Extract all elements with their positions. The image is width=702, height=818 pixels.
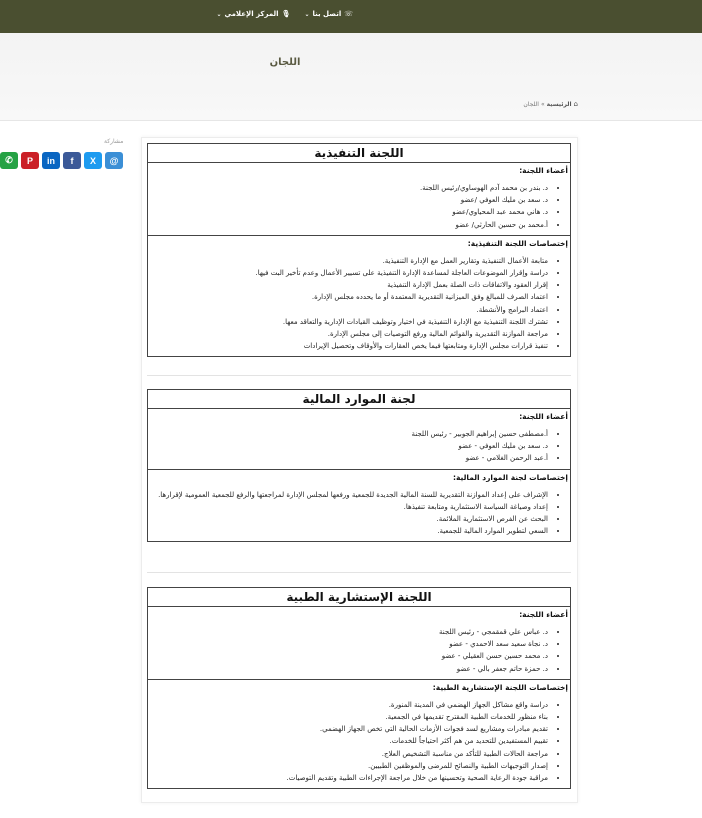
duties-list: [150, 699, 568, 784]
list-item: • د. محمد حسين حسن العقيلي - عضو: [150, 650, 548, 662]
list-item: • البحث عن الفرص الاستثمارية الملائمة.: [150, 513, 548, 525]
chevron-down-icon: ⌄: [304, 10, 310, 18]
list-item: • أ.عبد الرحمن الغلامي - عضو: [150, 452, 548, 464]
pinterest-share-button[interactable]: [21, 152, 39, 169]
list-item: • د. سعد بن مليك العوفي - عضو: [150, 440, 548, 452]
x-icon: X: [89, 155, 96, 166]
duties-list: [150, 255, 568, 353]
facebook-icon: f: [70, 155, 74, 166]
duties-section: [148, 235, 570, 357]
list-item: • د. نجاة سعيد سعد الاحمدي - عضو: [150, 638, 548, 650]
list-item: • مراجعة الموازنة التقديرية والقوائم المالية ورفع التوصيات إلى مجلس الإدارة.: [150, 328, 548, 340]
members-section: [148, 163, 570, 235]
email-share-button[interactable]: [105, 152, 123, 169]
list-item: • د. عباس علي قمقمجي - رئيس اللجنة: [150, 626, 548, 638]
committee-medical-advisory: [147, 587, 571, 789]
share-label: مشاركة: [104, 138, 124, 145]
list-item: • الإشراف على إعداد الموازنة التقديرية للسنة المالية الجديدة للجمعية ورفعها لمجلس الإدارة لمراجعتها والرفع للجمعية العمومية لإقرارها.: [150, 489, 548, 501]
pinterest-icon: P: [26, 155, 33, 166]
whatsapp-share-button[interactable]: [0, 152, 18, 169]
duties-heading: إختصاصات اللجنة الإستشارية الطبية:: [432, 682, 568, 692]
duties-section: [148, 679, 570, 788]
members-heading: أعضاء اللجنة:: [519, 412, 568, 421]
list-item: • مراقبة جودة الرعاية الصحية وتحسينها من خلال مراجعة الإجراءات الطبية وتقديم التوصيات.: [150, 772, 548, 784]
list-item: • أ.مصطفى حسين إبراهيم الجوبير - رئيس اللجنة: [150, 428, 548, 440]
list-item: • اعتماد البرامج والأنشطة.: [150, 304, 548, 316]
members-section: [148, 409, 570, 469]
microphone-icon: 🎙: [281, 10, 291, 18]
list-item: • إقرار العقود والاتفاقات ذات الصلة بعمل الإدارة التنفيذية: [150, 279, 548, 291]
linkedin-share-button[interactable]: [42, 152, 60, 169]
list-item: • د. هاني محمد عبد المحياوي/عضو: [150, 206, 548, 218]
list-item: • تشترك اللجنة التنفيذية مع الإدارة التنفيذية في اختيار وتوظيف القيادات الإدارية والتعاقد معها.: [150, 316, 548, 328]
chevron-down-icon: ⌄: [216, 10, 222, 18]
members-list: [150, 182, 568, 231]
committee-title: اللجنة التنفيذية: [148, 144, 570, 163]
list-item: • تنفيذ قرارات مجلس الإدارة ومتابعتها فيما يخص العقارات والأوقاف وتحصيل الإيرادات: [150, 340, 548, 352]
list-item: • دراسة وإقرار الموضوعات العاجلة لمساعدة الإدارة التنفيذية على تسيير الأعمال وعدم تأخير البت فيها.: [150, 267, 548, 279]
list-item: • دراسة واقع مشاكل الجهاز الهضمي في المدينة المنورة.: [150, 699, 548, 711]
members-section: [148, 607, 570, 679]
facebook-share-button[interactable]: [63, 152, 81, 169]
list-item: • د. سعد بن مليك العوفي /عضو: [150, 194, 548, 206]
list-item: • إعداد وصياغة السياسة الاستثمارية ومتابعة تنفيذها.: [150, 501, 548, 513]
list-item: • السعي لتطوير الموارد المالية للجمعية.: [150, 525, 548, 537]
committee-title: لجنة الموارد المالية: [148, 390, 570, 409]
duties-heading: إختصاصات اللجنة التنفيذية:: [467, 238, 568, 248]
list-item: • تقديم مبادرات ومشاريع لسد فجوات الأزمات الحالية التي تخص الجهاز الهضمي.: [150, 723, 548, 735]
divider: [147, 572, 571, 573]
phone-icon: ☏: [344, 10, 353, 18]
members-list: [150, 428, 568, 465]
nav-item-label: اتصل بنا: [312, 10, 342, 18]
breadcrumb-separator: »: [540, 100, 545, 108]
list-item: • بناء منظور للخدمات الطبية المقترح تقديمها في الجمعية.: [150, 711, 548, 723]
list-item: • متابعة الأعمال التنفيذية وتقارير العمل مع الإدارة التنفيذية.: [150, 255, 548, 267]
list-item: • أ.محمد بن حسين الحارثي/ عضو: [150, 219, 548, 231]
list-item: • د. حمزة حاتم جعفر بالي - عضو: [150, 663, 548, 675]
x-share-button[interactable]: [84, 152, 102, 169]
email-icon: @: [109, 155, 119, 166]
linkedin-icon: in: [47, 155, 55, 166]
nav-item-label: المركز الإعلامي: [224, 10, 279, 18]
duties-heading: إختصاصات لجنة الموارد المالية:: [452, 472, 568, 482]
duties-list: [150, 489, 568, 538]
duties-section: [148, 469, 570, 542]
list-item: • د. بندر بن محمد آدم الهوساوي/رئيس اللجنة.: [150, 182, 548, 194]
committee-financial-resources: [147, 389, 571, 542]
top-navbar: [0, 0, 702, 33]
committee-executive: [147, 143, 571, 357]
page-title: اللجان: [269, 57, 301, 68]
breadcrumb-current: اللجان: [523, 100, 539, 108]
nav-item-media-center[interactable]: [216, 10, 290, 18]
list-item: • مراجعة الحالات الطبية للتأكد من مناسبة التشخيص العلاج.: [150, 748, 548, 760]
main-nav: [216, 10, 353, 18]
whatsapp-icon: ✆: [5, 155, 13, 165]
home-icon: ⌂: [573, 100, 578, 108]
page-header: [0, 33, 702, 121]
members-heading: أعضاء اللجنة:: [519, 166, 568, 175]
list-item: • اعتماد الصرف للمبالغ وفق الميزانية التقديرية المعتمدة أو ما يحدده مجلس الإدارة.: [150, 291, 548, 303]
divider: [147, 375, 571, 376]
committee-title: اللجنة الإستشارية الطبية: [148, 588, 570, 607]
share-buttons: [0, 152, 123, 169]
breadcrumb-home-link[interactable]: الرئيسية: [546, 100, 572, 108]
nav-item-contact[interactable]: [304, 10, 353, 18]
breadcrumb: [523, 100, 578, 108]
list-item: • إصدار التوجيهات الطبية والنصائح للمرضى والموظفين الطبيين.: [150, 760, 548, 772]
list-item: • تقييم المستفيدين للتحديد من هم أكثر احتياجاً للخدمات.: [150, 735, 548, 747]
members-list: [150, 626, 568, 675]
members-heading: أعضاء اللجنة:: [519, 610, 568, 619]
